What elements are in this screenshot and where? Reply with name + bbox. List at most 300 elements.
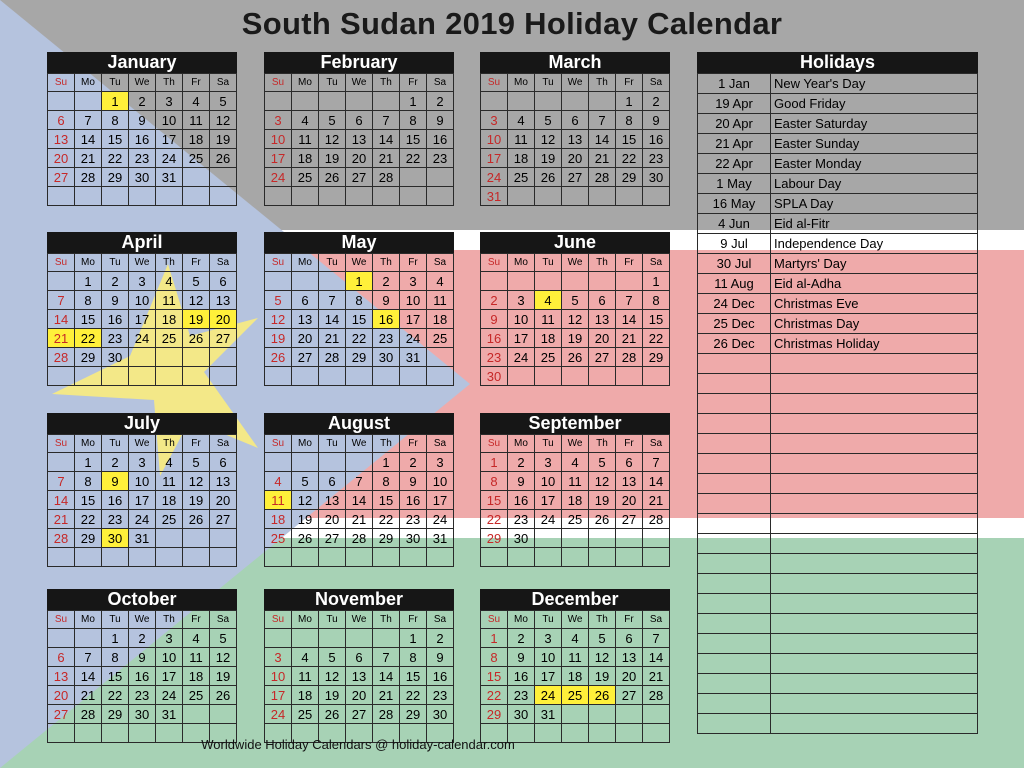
empty-cell [102, 187, 129, 206]
day-cell: 9 [427, 648, 454, 667]
day-cell: 20 [292, 329, 319, 348]
month-grid [47, 434, 237, 567]
day-cell: 12 [183, 291, 210, 310]
day-cell: 21 [373, 686, 400, 705]
day-cell: 22 [102, 686, 129, 705]
day-cell: 2 [129, 629, 156, 648]
holiday-row [698, 594, 978, 614]
day-cell: 24 [129, 329, 156, 348]
empty-cell [102, 548, 129, 567]
day-cell: 23 [427, 686, 454, 705]
day-cell: 1 [481, 453, 508, 472]
holiday-name: Eid al-Adha [771, 274, 978, 294]
weekday-header: Sa [643, 254, 670, 272]
day-cell: 5 [292, 472, 319, 491]
day-cell: 25 [508, 168, 535, 187]
day-cell: 11 [156, 291, 183, 310]
empty-cell [156, 529, 183, 548]
holiday-name [771, 374, 978, 394]
day-cell: 2 [427, 92, 454, 111]
holiday-date [698, 354, 771, 374]
weekday-header: Fr [400, 611, 427, 629]
day-cell: 2 [508, 629, 535, 648]
day-cell: 23 [508, 510, 535, 529]
day-cell: 5 [589, 629, 616, 648]
day-cell: 5 [183, 453, 210, 472]
empty-cell [508, 92, 535, 111]
day-cell: 22 [346, 329, 373, 348]
day-cell: 13 [589, 310, 616, 329]
day-cell: 2 [102, 453, 129, 472]
day-cell: 9 [129, 111, 156, 130]
day-cell: 15 [373, 491, 400, 510]
day-cell: 17 [129, 310, 156, 329]
day-cell: 11 [183, 111, 210, 130]
day-cell: 11 [535, 310, 562, 329]
weekday-header: Su [48, 254, 75, 272]
month-october [47, 589, 237, 743]
empty-cell [183, 348, 210, 367]
empty-cell [589, 705, 616, 724]
day-cell: 7 [48, 291, 75, 310]
empty-cell [346, 629, 373, 648]
day-cell: 4 [183, 629, 210, 648]
weekday-header: Tu [535, 74, 562, 92]
day-cell: 21 [48, 329, 75, 348]
weekday-header: Sa [427, 74, 454, 92]
day-cell: 31 [535, 705, 562, 724]
day-cell: 15 [643, 310, 670, 329]
day-cell: 1 [75, 453, 102, 472]
day-cell: 2 [427, 629, 454, 648]
day-cell: 3 [427, 453, 454, 472]
day-cell: 12 [210, 111, 237, 130]
empty-cell [427, 348, 454, 367]
day-cell: 19 [562, 329, 589, 348]
holiday-row [698, 154, 978, 174]
day-cell: 30 [102, 529, 129, 548]
weekday-header: Tu [319, 74, 346, 92]
day-cell: 4 [156, 453, 183, 472]
day-cell: 20 [616, 667, 643, 686]
holiday-row [698, 194, 978, 214]
day-cell: 22 [75, 329, 102, 348]
empty-cell [643, 705, 670, 724]
holiday-date: 22 Apr [698, 154, 771, 174]
day-cell: 6 [589, 291, 616, 310]
day-cell: 23 [508, 686, 535, 705]
empty-cell [183, 705, 210, 724]
weekday-header: Su [265, 74, 292, 92]
holiday-row [698, 234, 978, 254]
holiday-date: 9 Jul [698, 234, 771, 254]
day-cell: 1 [643, 272, 670, 291]
empty-cell [346, 92, 373, 111]
day-cell: 7 [75, 648, 102, 667]
empty-cell [535, 367, 562, 386]
day-cell: 20 [616, 491, 643, 510]
empty-cell [265, 367, 292, 386]
empty-cell [156, 348, 183, 367]
holiday-date [698, 454, 771, 474]
day-cell: 12 [535, 130, 562, 149]
day-cell: 25 [292, 168, 319, 187]
empty-cell [156, 187, 183, 206]
day-cell: 16 [102, 491, 129, 510]
day-cell: 10 [156, 648, 183, 667]
weekday-header: Mo [292, 74, 319, 92]
empty-cell [292, 272, 319, 291]
month-title: June [480, 232, 670, 253]
day-cell: 18 [427, 310, 454, 329]
holiday-row [698, 274, 978, 294]
holiday-name: Easter Sunday [771, 134, 978, 154]
empty-cell [589, 272, 616, 291]
day-cell: 25 [535, 348, 562, 367]
holidays-panel-title: Holidays [697, 52, 978, 73]
day-cell: 17 [156, 130, 183, 149]
day-cell: 23 [129, 686, 156, 705]
empty-cell [292, 548, 319, 567]
weekday-header: Sa [643, 435, 670, 453]
day-cell: 20 [319, 510, 346, 529]
day-cell: 4 [292, 111, 319, 130]
month-title: July [47, 413, 237, 434]
holiday-date [698, 414, 771, 434]
day-cell: 4 [156, 272, 183, 291]
empty-cell [562, 548, 589, 567]
day-cell: 12 [562, 310, 589, 329]
holiday-name: Christmas Holiday [771, 334, 978, 354]
empty-cell [616, 367, 643, 386]
day-cell: 8 [75, 291, 102, 310]
weekday-header: Mo [508, 435, 535, 453]
day-cell: 22 [481, 686, 508, 705]
day-cell: 31 [400, 348, 427, 367]
holiday-name [771, 494, 978, 514]
empty-cell [589, 187, 616, 206]
holiday-name [771, 594, 978, 614]
day-cell: 27 [616, 686, 643, 705]
day-cell: 12 [210, 648, 237, 667]
day-cell: 2 [129, 92, 156, 111]
day-cell: 20 [589, 329, 616, 348]
day-cell: 16 [102, 310, 129, 329]
day-cell: 17 [535, 491, 562, 510]
holiday-date [698, 594, 771, 614]
day-cell: 27 [319, 529, 346, 548]
weekday-header: Sa [427, 254, 454, 272]
holiday-date [698, 714, 771, 734]
weekday-header: Th [373, 435, 400, 453]
holiday-name [771, 614, 978, 634]
day-cell: 26 [183, 329, 210, 348]
day-cell: 21 [319, 329, 346, 348]
day-cell: 1 [346, 272, 373, 291]
day-cell: 13 [48, 130, 75, 149]
holiday-row [698, 254, 978, 274]
day-cell: 15 [400, 130, 427, 149]
day-cell: 30 [373, 348, 400, 367]
holiday-row [698, 694, 978, 714]
day-cell: 5 [535, 111, 562, 130]
empty-cell [589, 92, 616, 111]
holiday-date: 4 Jun [698, 214, 771, 234]
day-cell: 10 [481, 130, 508, 149]
day-cell: 4 [292, 648, 319, 667]
empty-cell [265, 92, 292, 111]
weekday-header: Mo [75, 74, 102, 92]
day-cell: 9 [102, 472, 129, 491]
weekday-header: Mo [292, 435, 319, 453]
holiday-date: 26 Dec [698, 334, 771, 354]
empty-cell [319, 92, 346, 111]
day-cell: 22 [481, 510, 508, 529]
holiday-date [698, 474, 771, 494]
day-cell: 26 [589, 510, 616, 529]
empty-cell [508, 187, 535, 206]
weekday-header: Sa [210, 611, 237, 629]
day-cell: 27 [589, 348, 616, 367]
holiday-date: 30 Jul [698, 254, 771, 274]
month-grid [480, 253, 670, 386]
weekday-header: Tu [102, 435, 129, 453]
day-cell: 10 [535, 648, 562, 667]
month-title: September [480, 413, 670, 434]
holiday-row [698, 94, 978, 114]
empty-cell [562, 92, 589, 111]
empty-cell [292, 629, 319, 648]
day-cell: 3 [129, 272, 156, 291]
day-cell: 9 [508, 648, 535, 667]
empty-cell [265, 548, 292, 567]
day-cell: 7 [643, 453, 670, 472]
day-cell: 13 [292, 310, 319, 329]
holiday-date: 21 Apr [698, 134, 771, 154]
day-cell: 24 [508, 348, 535, 367]
day-cell: 16 [508, 491, 535, 510]
empty-cell [400, 548, 427, 567]
day-cell: 3 [535, 629, 562, 648]
day-cell: 23 [102, 329, 129, 348]
holiday-row [698, 394, 978, 414]
weekday-header: We [562, 74, 589, 92]
day-cell: 26 [319, 705, 346, 724]
day-cell: 21 [346, 510, 373, 529]
day-cell: 4 [562, 629, 589, 648]
day-cell: 23 [373, 329, 400, 348]
day-cell: 13 [346, 667, 373, 686]
empty-cell [562, 187, 589, 206]
month-title: October [47, 589, 237, 610]
empty-cell [400, 187, 427, 206]
month-may [264, 232, 454, 386]
empty-cell [319, 453, 346, 472]
day-cell: 15 [102, 667, 129, 686]
day-cell: 30 [129, 168, 156, 187]
weekday-header: Th [373, 254, 400, 272]
day-cell: 16 [400, 491, 427, 510]
empty-cell [346, 367, 373, 386]
day-cell: 30 [508, 529, 535, 548]
empty-cell [589, 548, 616, 567]
day-cell: 29 [102, 168, 129, 187]
empty-cell [48, 272, 75, 291]
day-cell: 1 [102, 92, 129, 111]
day-cell: 13 [210, 291, 237, 310]
empty-cell [481, 272, 508, 291]
weekday-header: Sa [643, 611, 670, 629]
day-cell: 26 [562, 348, 589, 367]
empty-cell [535, 529, 562, 548]
weekday-header: Mo [75, 254, 102, 272]
day-cell: 11 [183, 648, 210, 667]
weekday-header: Su [481, 74, 508, 92]
month-grid [47, 73, 237, 206]
holiday-date: 1 Jan [698, 74, 771, 94]
empty-cell [535, 272, 562, 291]
weekday-header: Tu [535, 435, 562, 453]
weekday-header: Su [481, 435, 508, 453]
day-cell: 28 [75, 168, 102, 187]
empty-cell [400, 367, 427, 386]
day-cell: 10 [156, 111, 183, 130]
day-cell: 14 [48, 491, 75, 510]
day-cell: 4 [562, 453, 589, 472]
day-cell: 19 [210, 667, 237, 686]
day-cell: 29 [75, 348, 102, 367]
weekday-header: Su [481, 254, 508, 272]
weekday-header: Fr [400, 74, 427, 92]
day-cell: 27 [210, 510, 237, 529]
day-cell: 30 [643, 168, 670, 187]
empty-cell [129, 367, 156, 386]
day-cell: 29 [481, 529, 508, 548]
weekday-header: Tu [102, 74, 129, 92]
weekday-header: Th [589, 435, 616, 453]
holiday-name: Easter Saturday [771, 114, 978, 134]
day-cell: 22 [373, 510, 400, 529]
day-cell: 4 [535, 291, 562, 310]
day-cell: 11 [292, 130, 319, 149]
day-cell: 15 [481, 667, 508, 686]
day-cell: 2 [102, 272, 129, 291]
day-cell: 30 [400, 529, 427, 548]
day-cell: 2 [373, 272, 400, 291]
empty-cell [210, 187, 237, 206]
holiday-date [698, 534, 771, 554]
holiday-name [771, 674, 978, 694]
day-cell: 5 [319, 111, 346, 130]
day-cell: 6 [562, 111, 589, 130]
holiday-name: SPLA Day [771, 194, 978, 214]
day-cell: 30 [481, 367, 508, 386]
day-cell: 11 [562, 472, 589, 491]
weekday-header: Mo [292, 254, 319, 272]
day-cell: 20 [562, 149, 589, 168]
empty-cell [183, 187, 210, 206]
footer-credit: Worldwide Holiday Calendars @ holiday-calendar.com [201, 737, 515, 752]
weekday-header: Sa [210, 254, 237, 272]
day-cell: 24 [535, 686, 562, 705]
empty-cell [265, 187, 292, 206]
empty-cell [562, 529, 589, 548]
day-cell: 22 [616, 149, 643, 168]
day-cell: 7 [373, 111, 400, 130]
day-cell: 2 [643, 92, 670, 111]
holiday-row [698, 74, 978, 94]
empty-cell [265, 272, 292, 291]
empty-cell [400, 168, 427, 187]
month-july [47, 413, 237, 567]
day-cell: 13 [346, 130, 373, 149]
month-september [480, 413, 670, 567]
day-cell: 3 [481, 111, 508, 130]
empty-cell [643, 367, 670, 386]
day-cell: 8 [102, 111, 129, 130]
day-cell: 17 [535, 667, 562, 686]
holiday-date: 20 Apr [698, 114, 771, 134]
weekday-header: Mo [508, 254, 535, 272]
day-cell: 18 [292, 686, 319, 705]
day-cell: 27 [616, 510, 643, 529]
weekday-header: We [129, 435, 156, 453]
weekday-header: Su [48, 74, 75, 92]
weekday-header: Mo [292, 611, 319, 629]
holiday-row [698, 634, 978, 654]
weekday-header: Th [156, 254, 183, 272]
holiday-date: 24 Dec [698, 294, 771, 314]
day-cell: 8 [373, 472, 400, 491]
day-cell: 29 [643, 348, 670, 367]
empty-cell [102, 367, 129, 386]
holiday-row [698, 554, 978, 574]
day-cell: 21 [589, 149, 616, 168]
day-cell: 6 [346, 648, 373, 667]
day-cell: 6 [48, 648, 75, 667]
day-cell: 6 [319, 472, 346, 491]
day-cell: 19 [265, 329, 292, 348]
day-cell: 6 [210, 453, 237, 472]
day-cell: 8 [102, 648, 129, 667]
day-cell: 3 [535, 453, 562, 472]
holiday-date [698, 634, 771, 654]
day-cell: 17 [427, 491, 454, 510]
month-grid [480, 73, 670, 206]
holiday-date: 1 May [698, 174, 771, 194]
empty-cell [210, 529, 237, 548]
day-cell: 17 [156, 667, 183, 686]
holidays-panel [697, 52, 978, 734]
day-cell: 7 [589, 111, 616, 130]
empty-cell [75, 187, 102, 206]
weekday-header: Th [589, 74, 616, 92]
day-cell: 1 [400, 629, 427, 648]
holiday-row [698, 434, 978, 454]
holiday-date: 11 Aug [698, 274, 771, 294]
day-cell: 18 [183, 667, 210, 686]
weekday-header: Su [48, 611, 75, 629]
day-cell: 16 [643, 130, 670, 149]
day-cell: 10 [129, 472, 156, 491]
day-cell: 11 [156, 472, 183, 491]
day-cell: 30 [508, 705, 535, 724]
month-title: February [264, 52, 454, 73]
day-cell: 16 [129, 130, 156, 149]
month-grid [264, 434, 454, 567]
holiday-row [698, 214, 978, 234]
day-cell: 1 [102, 629, 129, 648]
